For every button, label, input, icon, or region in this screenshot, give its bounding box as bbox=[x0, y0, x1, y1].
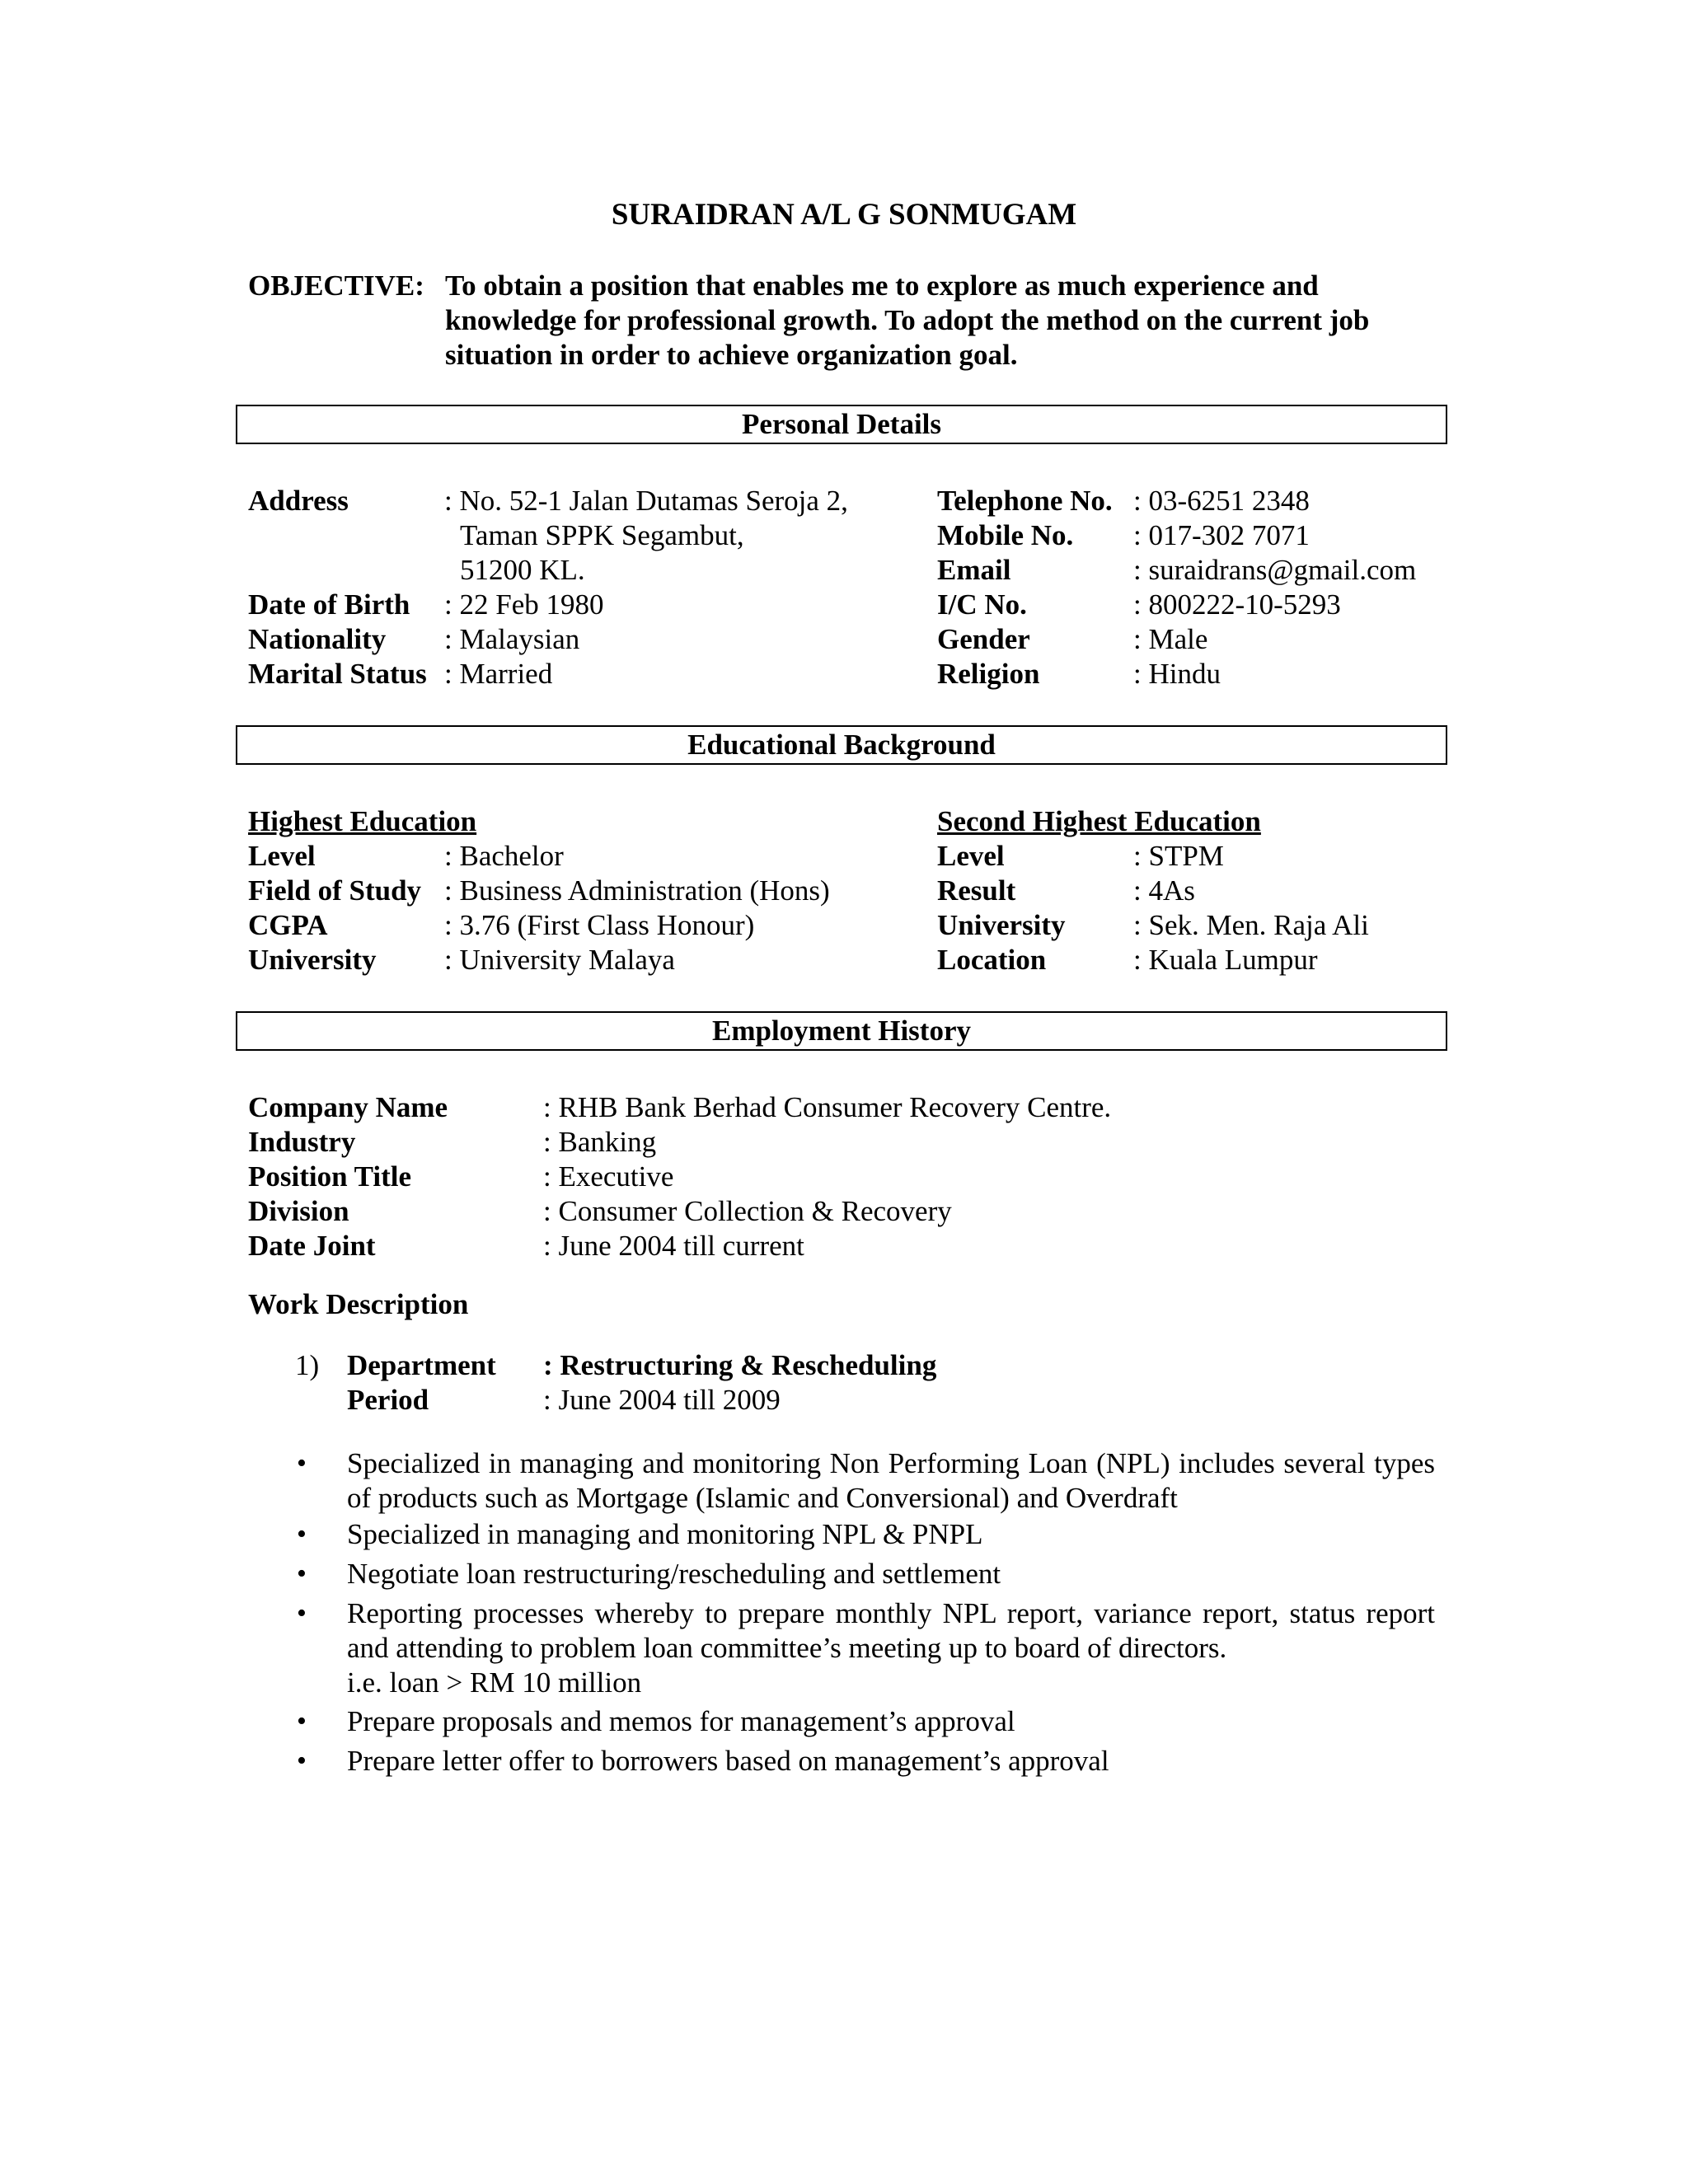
bullet-item: Prepare proposals and memos for management’s approval bbox=[347, 1705, 1015, 1737]
field-value: : Business Administration (Hons) bbox=[444, 874, 830, 907]
field-value: : 017-302 7071 bbox=[1133, 519, 1310, 551]
bullet-icon: • bbox=[297, 1746, 307, 1776]
field-label: Field of Study bbox=[248, 874, 422, 907]
field-value: : 3.76 (First Class Honour) bbox=[444, 909, 755, 941]
field-value: : No. 52-1 Jalan Dutamas Seroja 2, bbox=[444, 485, 848, 517]
field-label: Marital Status bbox=[248, 658, 427, 690]
work-description-heading: Work Description bbox=[248, 1288, 469, 1320]
field-value: : Malaysian bbox=[444, 623, 580, 655]
field-value: : 800222-10-5293 bbox=[1133, 588, 1341, 621]
field-value: : 4As bbox=[1133, 874, 1195, 907]
field-label: Date of Birth bbox=[248, 588, 410, 621]
field-label: Company Name bbox=[248, 1091, 448, 1123]
field-value: : Married bbox=[444, 658, 553, 690]
second-highest-education-heading: Second Highest Education bbox=[937, 805, 1261, 837]
section-employment-history: Employment History bbox=[236, 1011, 1447, 1051]
bullet-item: Specialized in managing and monitoring Non Performing Loan (NPL) includes several types of products such as Mortgage (Islamic and Conversional) and Overdraft bbox=[347, 1447, 1435, 1514]
field-value: : Banking bbox=[543, 1126, 657, 1158]
highest-education-heading: Highest Education bbox=[248, 805, 477, 837]
field-value: : RHB Bank Berhad Consumer Recovery Centre. bbox=[543, 1091, 1112, 1123]
objective-line: To obtain a position that enables me to explore as much experience and bbox=[445, 269, 1319, 302]
field-value: : STPM bbox=[1133, 840, 1224, 872]
objective-line: situation in order to achieve organization goal. bbox=[445, 339, 1018, 371]
resume-name: SURAIDRAN A/L G SONMUGAM bbox=[611, 198, 1077, 232]
section-educational-background: Educational Background bbox=[236, 725, 1447, 765]
bullet-icon: • bbox=[297, 1519, 307, 1549]
field-label: Level bbox=[937, 840, 1005, 872]
section-personal-details: Personal Details bbox=[236, 405, 1447, 444]
field-value: : Hindu bbox=[1133, 658, 1221, 690]
field-value: : Consumer Collection & Recovery bbox=[543, 1195, 952, 1227]
department-label: Department bbox=[347, 1349, 496, 1381]
objective-label: OBJECTIVE: bbox=[248, 269, 424, 302]
field-label: Address bbox=[248, 485, 349, 517]
bullet-item: Prepare letter offer to borrowers based on management’s approval bbox=[347, 1745, 1109, 1777]
bullet-item: Specialized in managing and monitoring NPL & PNPL bbox=[347, 1518, 983, 1550]
bullet-icon: • bbox=[297, 1706, 307, 1736]
field-value: : June 2004 till current bbox=[543, 1230, 804, 1262]
field-label: Religion bbox=[937, 658, 1040, 690]
field-label: Gender bbox=[937, 623, 1030, 655]
field-label: CGPA bbox=[248, 909, 328, 941]
field-label: Position Title bbox=[248, 1160, 412, 1193]
field-value: : Executive bbox=[543, 1160, 674, 1193]
bullet-icon: • bbox=[297, 1558, 307, 1589]
department-value: : Restructuring & Rescheduling bbox=[543, 1349, 937, 1381]
field-value: : University Malaya bbox=[444, 944, 675, 976]
bullet-item: Negotiate loan restructuring/rescheduling and settlement bbox=[347, 1558, 1001, 1590]
field-value: : Male bbox=[1133, 623, 1208, 655]
field-label: Date Joint bbox=[248, 1230, 376, 1262]
bullet-item-continuation: i.e. loan > RM 10 million bbox=[347, 1666, 642, 1699]
field-label: Industry bbox=[248, 1126, 356, 1158]
field-value: : Kuala Lumpur bbox=[1133, 944, 1318, 976]
field-value: : Sek. Men. Raja Ali bbox=[1133, 909, 1369, 941]
field-label: Location bbox=[937, 944, 1047, 976]
field-value: : Bachelor bbox=[444, 840, 564, 872]
email-value: : suraidrans@gmail.com bbox=[1133, 554, 1417, 586]
field-label: Telephone No. bbox=[937, 485, 1113, 517]
field-value: : 03-6251 2348 bbox=[1133, 485, 1310, 517]
field-label: Result bbox=[937, 874, 1016, 907]
field-label: Mobile No. bbox=[937, 519, 1074, 551]
objective-line: knowledge for professional growth. To adopt the method on the current job bbox=[445, 304, 1370, 336]
field-label: University bbox=[937, 909, 1066, 941]
period-value: : June 2004 till 2009 bbox=[543, 1384, 781, 1416]
bullet-icon: • bbox=[297, 1598, 307, 1629]
bullet-icon: • bbox=[297, 1448, 307, 1479]
field-label: University bbox=[248, 944, 377, 976]
field-value: Taman SPPK Segambut, bbox=[460, 519, 744, 551]
field-label: Level bbox=[248, 840, 316, 872]
field-value: 51200 KL. bbox=[460, 554, 585, 586]
bullet-item: Reporting processes whereby to prepare monthly NPL report, variance report, status report and attending to problem loan committee’s meeting up to board of directors. bbox=[347, 1597, 1435, 1664]
field-label: I/C No. bbox=[937, 588, 1027, 621]
field-label: Email bbox=[937, 554, 1011, 586]
period-label: Period bbox=[347, 1384, 429, 1416]
field-label: Nationality bbox=[248, 623, 387, 655]
field-value: : 22 Feb 1980 bbox=[444, 588, 604, 621]
field-label: Division bbox=[248, 1195, 349, 1227]
department-number: 1) bbox=[295, 1349, 320, 1381]
